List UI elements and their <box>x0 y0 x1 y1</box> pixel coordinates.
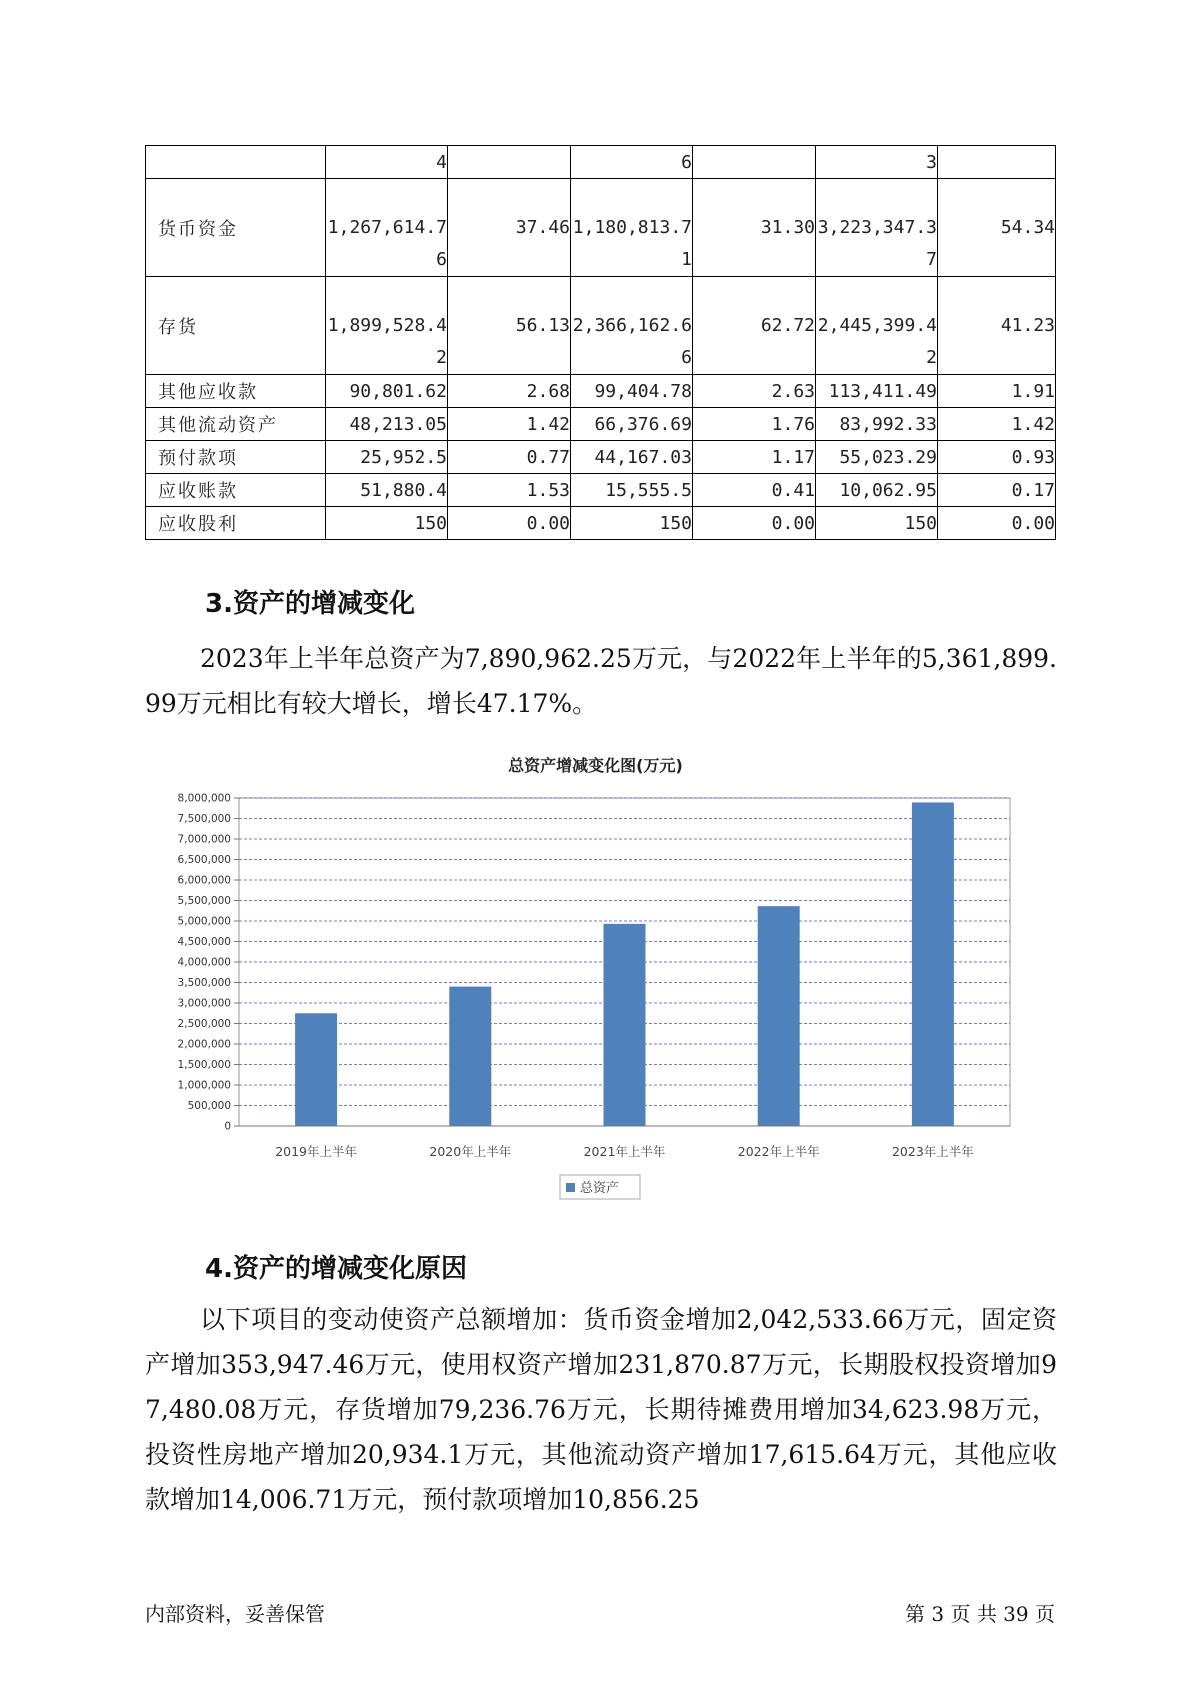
y-tick-label: 6,500,000 <box>177 854 231 866</box>
asset-table <box>145 145 1056 540</box>
table-cell: 4 <box>326 146 448 179</box>
y-tick-label: 4,500,000 <box>177 936 231 948</box>
row-percent: 0.00 <box>938 507 1056 540</box>
y-tick-label: 1,000,000 <box>177 1079 231 1092</box>
row-percent: 41.23 <box>938 277 1056 375</box>
row-percent: 2.63 <box>693 375 816 408</box>
row-value: 15,555.5 <box>571 474 693 507</box>
table-row <box>146 375 1056 408</box>
value-text: 1,180,813.71 <box>572 217 692 270</box>
chart-title: 总资产增减变化图(万元) <box>508 756 683 775</box>
value-text: 1,267,614.76 <box>327 217 447 270</box>
bar <box>295 1013 337 1126</box>
row-percent: 1.53 <box>448 474 571 507</box>
table-row <box>146 474 1056 507</box>
table-cell <box>448 146 571 179</box>
row-value <box>326 277 448 375</box>
row-value: 51,880.4 <box>326 474 448 507</box>
row-percent: 1.42 <box>938 408 1056 441</box>
y-tick-label: 3,500,000 <box>177 977 231 989</box>
row-name: 存货 <box>146 277 326 375</box>
row-value: 66,376.69 <box>571 408 693 441</box>
table-row <box>146 277 1056 375</box>
row-percent: 1.76 <box>693 408 816 441</box>
row-value: 150 <box>816 507 938 540</box>
row-percent: 37.46 <box>448 179 571 277</box>
row-value: 90,801.62 <box>326 375 448 408</box>
row-percent: 0.77 <box>448 441 571 474</box>
row-value: 25,952.5 <box>326 441 448 474</box>
row-value: 99,404.78 <box>571 375 693 408</box>
table-cell: 6 <box>571 146 693 179</box>
row-value: 83,992.33 <box>816 408 938 441</box>
row-value <box>571 179 693 277</box>
row-value <box>326 179 448 277</box>
bar <box>912 802 954 1126</box>
page-number: 第 3 页 共 39 页 <box>905 1602 1055 1626</box>
row-value <box>816 277 938 375</box>
x-tick-label: 2020年上半年 <box>429 1144 512 1159</box>
row-value: 113,411.49 <box>816 375 938 408</box>
row-name: 预付款项 <box>146 441 326 474</box>
footer-note: 内部资料，妥善保管 <box>145 1602 325 1626</box>
value-text: 1,899,528.42 <box>327 315 447 368</box>
x-tick-label: 2021年上半年 <box>583 1144 666 1159</box>
y-tick-label: 8,000,000 <box>177 792 231 805</box>
y-tick-label: 6,000,000 <box>177 874 231 887</box>
row-percent: 0.00 <box>693 507 816 540</box>
paragraph: 以下项目的变动使资产总额增加：货币资金增加2,042,533.66万元，固定资产增加353,947.46万元，使用权资产增加231,870.87万元，长期股权投资增加97,480.08万元，存货增加79,236.76万元，长期待摊费用增加34,623.98万元，投资性房地产增加20,934.1万元，其他流动资产增加17,615.64万元，其他应收款增加14,006.71万元，预付款项增加10,856.25 <box>145 1305 1057 1514</box>
table-cell <box>146 146 326 179</box>
x-tick-label: 2022年上半年 <box>737 1144 820 1159</box>
row-percent: 1.91 <box>938 375 1056 408</box>
row-value: 150 <box>571 507 693 540</box>
row-percent: 2.68 <box>448 375 571 408</box>
table-header-row <box>146 146 1056 179</box>
section-heading: 3.资产的增减变化 <box>205 589 415 619</box>
bar <box>758 906 800 1126</box>
row-name: 其他流动资产 <box>146 408 326 441</box>
y-tick-label: 4,000,000 <box>177 956 231 969</box>
y-tick-label: 7,500,000 <box>177 813 231 825</box>
row-value: 44,167.03 <box>571 441 693 474</box>
y-tick-label: 1,500,000 <box>177 1059 231 1071</box>
row-percent: 62.72 <box>693 277 816 375</box>
row-value: 10,062.95 <box>816 474 938 507</box>
row-name: 其他应收款 <box>146 375 326 408</box>
x-tick-label: 2023年上半年 <box>891 1144 974 1159</box>
row-value: 55,023.29 <box>816 441 938 474</box>
row-percent: 0.00 <box>448 507 571 540</box>
value-text: 2,366,162.66 <box>572 315 692 368</box>
y-tick-label: 2,500,000 <box>177 1018 231 1030</box>
y-tick-label: 7,000,000 <box>177 833 231 846</box>
row-name: 应收股利 <box>146 507 326 540</box>
row-percent: 1.17 <box>693 441 816 474</box>
row-percent: 0.93 <box>938 441 1056 474</box>
row-percent: 56.13 <box>448 277 571 375</box>
row-percent: 0.17 <box>938 474 1056 507</box>
y-tick-label: 5,000,000 <box>177 915 231 928</box>
table-row <box>146 441 1056 474</box>
table-row <box>146 408 1056 441</box>
row-percent: 0.41 <box>693 474 816 507</box>
section-heading: 4.资产的增减变化原因 <box>205 1254 467 1284</box>
legend-label: 总资产 <box>580 1181 620 1196</box>
paragraph: 2023年上半年总资产为7,890,962.25万元，与2022年上半年的5,361,899.99万元相比有较大增长，增长47.17%。 <box>145 644 1057 718</box>
row-value <box>571 277 693 375</box>
table-cell <box>938 146 1056 179</box>
value-text: 3,223,347.37 <box>817 217 937 270</box>
table-cell: 3 <box>816 146 938 179</box>
value-text: 2,445,399.42 <box>817 315 937 368</box>
table-row <box>146 507 1056 540</box>
y-tick-label: 500,000 <box>187 1100 231 1112</box>
y-tick-label: 3,000,000 <box>177 997 231 1010</box>
table-row <box>146 179 1056 277</box>
y-tick-label: 0 <box>224 1120 231 1133</box>
legend-swatch <box>566 1183 575 1192</box>
y-tick-label: 2,000,000 <box>177 1038 231 1051</box>
row-percent: 1.42 <box>448 408 571 441</box>
bar <box>449 987 491 1126</box>
row-percent: 31.30 <box>693 179 816 277</box>
bar-chart <box>150 790 1020 1210</box>
row-name: 货币资金 <box>146 179 326 277</box>
bar <box>604 924 646 1126</box>
x-tick-label: 2019年上半年 <box>275 1144 358 1159</box>
table-cell <box>693 146 816 179</box>
row-value <box>816 179 938 277</box>
row-value: 48,213.05 <box>326 408 448 441</box>
y-tick-label: 5,500,000 <box>177 895 231 907</box>
row-percent: 54.34 <box>938 179 1056 277</box>
row-value: 150 <box>326 507 448 540</box>
row-name: 应收账款 <box>146 474 326 507</box>
